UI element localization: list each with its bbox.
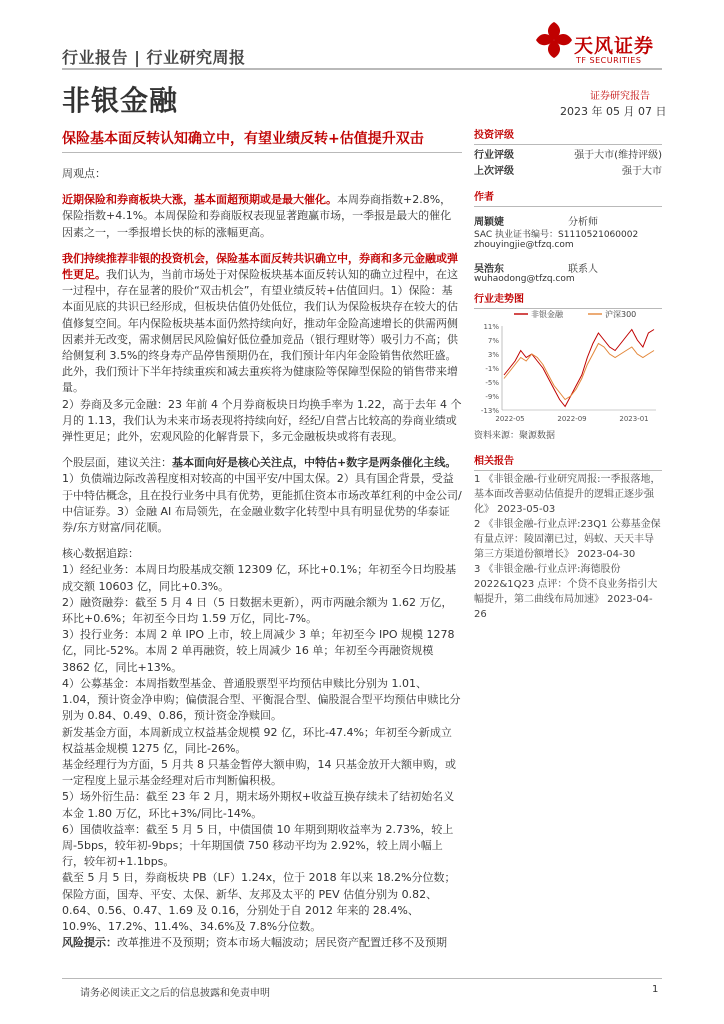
legend-label-1: 非银金融 [531,310,563,319]
y-tick-label: -5% [485,379,499,387]
related-report-2[interactable]: 2 《非银金融-行业点评:23Q1 公募基金保有量点评：陵固潮已过，妈蚁、天天丰导第三方渠道份额增长》 2023-04-30 [474,519,661,560]
author1-row [474,213,662,227]
rating-label: 行业评级 [474,149,514,161]
paragraph-market-lead: 近期保险和券商板块大涨，基本面超预期或是最大催化。 [62,193,337,207]
company-logo-icon [534,20,574,64]
risk-label: 风险提示： [62,936,117,950]
y-tick-label: -9% [485,393,499,401]
y-tick-label: 7% [487,337,499,345]
x-tick-label: 2023-01 [619,415,649,423]
sector-title: 非银金融 [62,84,179,117]
title-divider [62,152,462,153]
logo-text: 天风证券 [574,35,655,57]
paragraph-recommendation-body: 我们认为，当前市场处于对保险板块基本面反转认知的确立过程中，在这一过程中，存在显著的股价“双击机会”，有望业绩反转+估值回归。1）保险：基本面见底的共识已经形成，但板块估值仍处低位，我们认为保险板块存在较大的估值修复空间。年内保险板块基本面仍然持续向好，推动年金险高速增长的供需两侧因素并无改变，需求侧居民风险偏好低位叠加竞品（银行理财等）吸引力不高；供给侧复利 3.5%的终身寿产品停售预期仍在，我们预计年内年金险销售依然旺盛。此外，我们预计下半年持续重疾和减去重疾将为健康险等保障型保险的销售带来增量。 [62,268,458,395]
risk-warning [62,935,462,951]
related-report-3[interactable]: 3 《非银金融-行业点评:海德股份2022&1Q23 点评：个贷不良业务指引大幅提升，第二曲线布局加速》 2023-04-26 [474,564,658,620]
paragraph-stocks-lead: 个股层面，建议关注： [62,456,172,470]
prev-rating-row [474,161,662,177]
author1-cert: SAC 执业证书编号：S1110521060002 [474,230,639,240]
trend-heading: 行业走势图 [474,294,524,305]
series-line-1 [504,330,654,407]
x-tick-label: 2022-09 [557,415,587,423]
x-tick-label: 2022-05 [495,415,525,423]
data-ib: 3）投行业务：本周 2 单 IPO 上市，较上周减少 3 单；年初至今 IPO 规模 1278 亿，同比-52%。本周 2 单再融资，较上周减少 16 单；年初至今再融资规模 3862 亿，同比+13%。 [62,628,455,674]
related-divider [474,470,662,471]
paragraph-market [62,192,462,241]
chart-source: 资料来源：聚源数据 [474,431,556,441]
intro-label: 周观点： [62,167,106,180]
y-tick-label: 11% [483,323,499,331]
data-margin: 2）融资融券：截至 5 月 4 日（5 日数据未更新），两市两融余额为 1.62 万亿，环比+0.6%；年初至今日均 1.59 万亿，同比-7%。 [62,595,453,626]
related-section [474,452,662,471]
trend-chart [474,306,662,426]
footer-disclaimer: 请务必阅读正文之后的信息披露和免责申明 [80,988,270,999]
rating-row [474,145,662,161]
rating-section [474,126,662,177]
author1-name: 周颖婕 [474,217,504,228]
related-report-1[interactable]: 1 《非银金融-行业研究周报:一季报落地，基本面改善驱动估值提升的逻辑正逐步强化》 2023-05-03 [474,474,661,515]
author-heading: 作者 [474,192,494,203]
y-tick-label: -13% [480,407,499,415]
paragraph-stocks-body: 1）负债端边际改善程度相对较高的中国平安/中国太保。2）具有国企背景，受益于中特估概念，且在投行业务中具有优势，更能抓住资本市场改革红利的中金公司/中信证券。3）金融 AI 布局领先，在金融业数字化转型中具有明显优势的华泰证券/东方财富/同花顺。 [62,472,462,535]
paragraph-recommendation [62,251,462,397]
report-date: 2023 年 05 月 07 日 [560,105,667,118]
paragraph-recommendation-lead: 我们持续推荐非银的投资机会，保险基本面反转共识确立中，券商和多元金融或弹性更足。 [62,251,458,282]
author1-role: 分析师 [568,217,598,228]
paragraph-brokers: 2）券商及多元金融：23 年前 4 个月券商板块日均换手率为 1.22，高于去年 4 个月的 1.13，我们认为未来市场表现将持续向好，经纪/自营占比较高的券商业绩或弹性更足；此外，宏观风险的化解背景下，多元金融板块或将有表现。 [62,397,462,444]
data-funds: 4）公募基金：本周指数型基金、普通股票型平均预估申赎比分别为 1.01、1.04，预计资金净申购；偏债混合型、平衡混合型、偏股混合型平均预估申赎比分别为 0.84、0.49、0.86，预计资金净赎回。 [62,676,461,723]
prev-rating-label: 上次评级 [474,165,514,177]
author2-role: 联系人 [568,264,598,275]
data-fund-managers: 基金经理行为方面，5 月共 8 只基金暂停大额申购，14 只基金放开大额申购，或一定程度上显示基金经理对后市判断偏积极。 [62,757,456,788]
rating-value: 强于大市(维持评级) [574,149,662,161]
author1-email[interactable]: zhouyingjie@tfzq.com [474,240,574,250]
data-bond-yield: 6）国债收益率：截至 5 月 5 日，中债国债 10 年期到期收益率为 2.73%，较上周-5bps，较年初-9bps；十年期国债 750 移动平均为 2.92%，较上周小幅上行，较年初+1.1bps。 [62,822,454,869]
risk-text: 改革推进不及预期；资本市场大幅波动；居民资产配置迁移不及预期 [117,936,447,950]
footer-divider [62,978,662,979]
related-heading: 相关报告 [474,456,514,467]
data-valuation: 截至 5 月 5 日，券商板块 PB（LF）1.24x，位于 2018 年以来 18.2%分位数；保险方面，国寿、平安、太保、新华、友邦及太平的 PEV 估值分别为 0.82、0.64、0.56、0.47、1.69 及 0.16，分别处于自 2012 年来的 28.4%、10.9%、17.2%、11.4%、34.6%及 7.8%分位数。 [62,871,456,933]
y-tick-label: -1% [485,365,499,373]
data-brokerage: 1）经纪业务：本周日均股基成交额 12309 亿，环比+0.1%；年初至今日均股基成交额 10603 亿，同比+0.3%。 [62,563,457,593]
rating-heading: 投资评级 [474,130,514,141]
series-line-2 [504,344,654,400]
report-title: 保险基本面反转认知确立中，有望业绩反转+估值提升双击 [62,131,424,147]
author-divider [474,206,662,207]
legend-label-2: 沪深300 [605,310,637,319]
author2-email[interactable]: wuhaodong@tfzq.com [474,274,575,284]
paragraph-stocks-emphasis: 基本面向好是核心关注点，中特估+数字是两条催化主线。 [172,456,457,470]
header-divider [62,68,662,70]
data-otc: 5）场外衍生品：截至 23 年 2 月，期末场外期权+收益互换存续未了结初始名义本金 1.80 万亿，环比+3%/同比-14%。 [62,790,455,820]
page-number: 1 [652,984,659,995]
prev-rating-value: 强于大市 [622,165,662,177]
y-tick-label: 3% [487,351,499,359]
main-content [62,166,462,951]
logo-english: TF SECURITIES [576,56,642,65]
related-list [474,472,662,622]
data-new-funds: 新发基金方面，本周新成立权益基金规模 92 亿，环比-47.4%；年初至今新成立权益基金规模 1275 亿，同比-26%。 [62,725,452,755]
paragraph-stocks [62,455,462,536]
report-type: 行业报告 | 行业研究周报 [62,48,246,67]
author2-row [474,260,662,274]
core-data-title: 核心数据追踪： [62,547,139,561]
author2-name: 吴浩东 [474,264,504,275]
report-kind: 证券研究报告 [590,91,650,102]
author-section [474,188,662,287]
paragraph-market-body: 本周券商指数+2.8%，保险指数+4.1%。本周保险和券商版权表现显著跑赢市场，一季报是最大的催化因素之一，一季报增长快的标的涨幅更高。 [62,193,452,239]
